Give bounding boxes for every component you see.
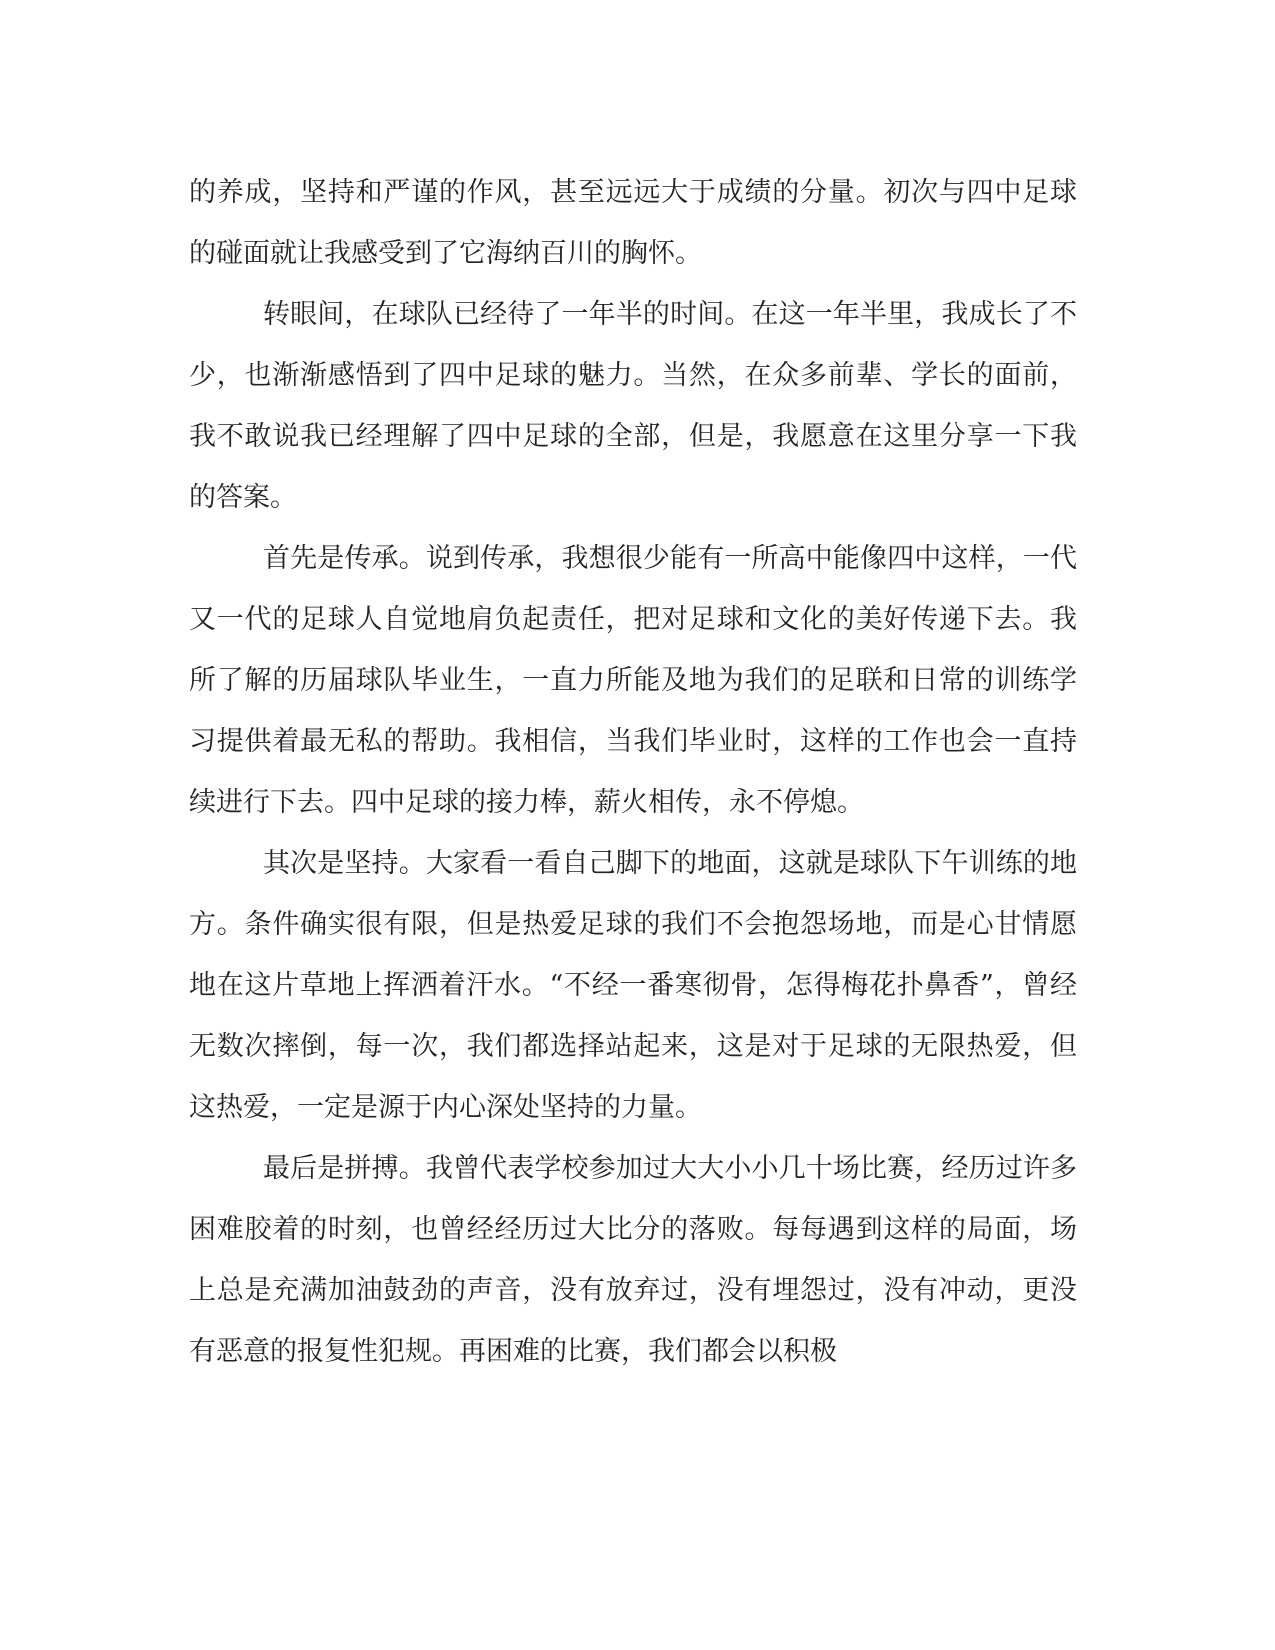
paragraph-4: 其次是坚持。大家看一看自己脚下的地面，这就是球队下午训练的地方。条件确实很有限，但是热爱足球的我们不会抱怨场地，而是心甘情愿地在这片草地上挥洒着汗水。“不经一番寒彻骨，怎得梅花扑鼻香”，曾经无数次摔倒，每一次，我们都选择站起来，这是对于足球的无限热爱，但这热爱，一定是源于内心深处坚持的力量。 <box>189 848 1077 1123</box>
document-body <box>189 162 1077 1382</box>
paragraph-3: 首先是传承。说到传承，我想很少能有一所高中能像四中这样，一代又一代的足球人自觉地肩负起责任，把对足球和文化的美好传递下去。我所了解的历届球队毕业生，一直力所能及地为我们的足联和日常的训练学习提供着最无私的帮助。我相信，当我们毕业时，这样的工作也会一直持续进行下去。四中足球的接力棒，薪火相传，永不停熄。 <box>189 543 1077 818</box>
paragraph-1: 的养成，坚持和严谨的作风，甚至远远大于成绩的分量。初次与四中足球的碰面就让我感受到了它海纳百川的胸怀。 <box>189 177 1077 269</box>
paragraph-2: 转眼间，在球队已经待了一年半的时间。在这一年半里，我成长了不少，也渐渐感悟到了四中足球的魅力。当然，在众多前辈、学长的面前，我不敢说我已经理解了四中足球的全部，但是，我愿意在这里分享一下我的答案。 <box>189 299 1077 513</box>
paragraph-5: 最后是拼搏。我曾代表学校参加过大大小小几十场比赛，经历过许多困难胶着的时刻，也曾经经历过大比分的落败。每每遇到这样的局面，场上总是充满加油鼓劲的声音，没有放弃过，没有埋怨过，没有冲动，更没有恶意的报复性犯规。再困难的比赛，我们都会以积极 <box>189 1153 1077 1367</box>
